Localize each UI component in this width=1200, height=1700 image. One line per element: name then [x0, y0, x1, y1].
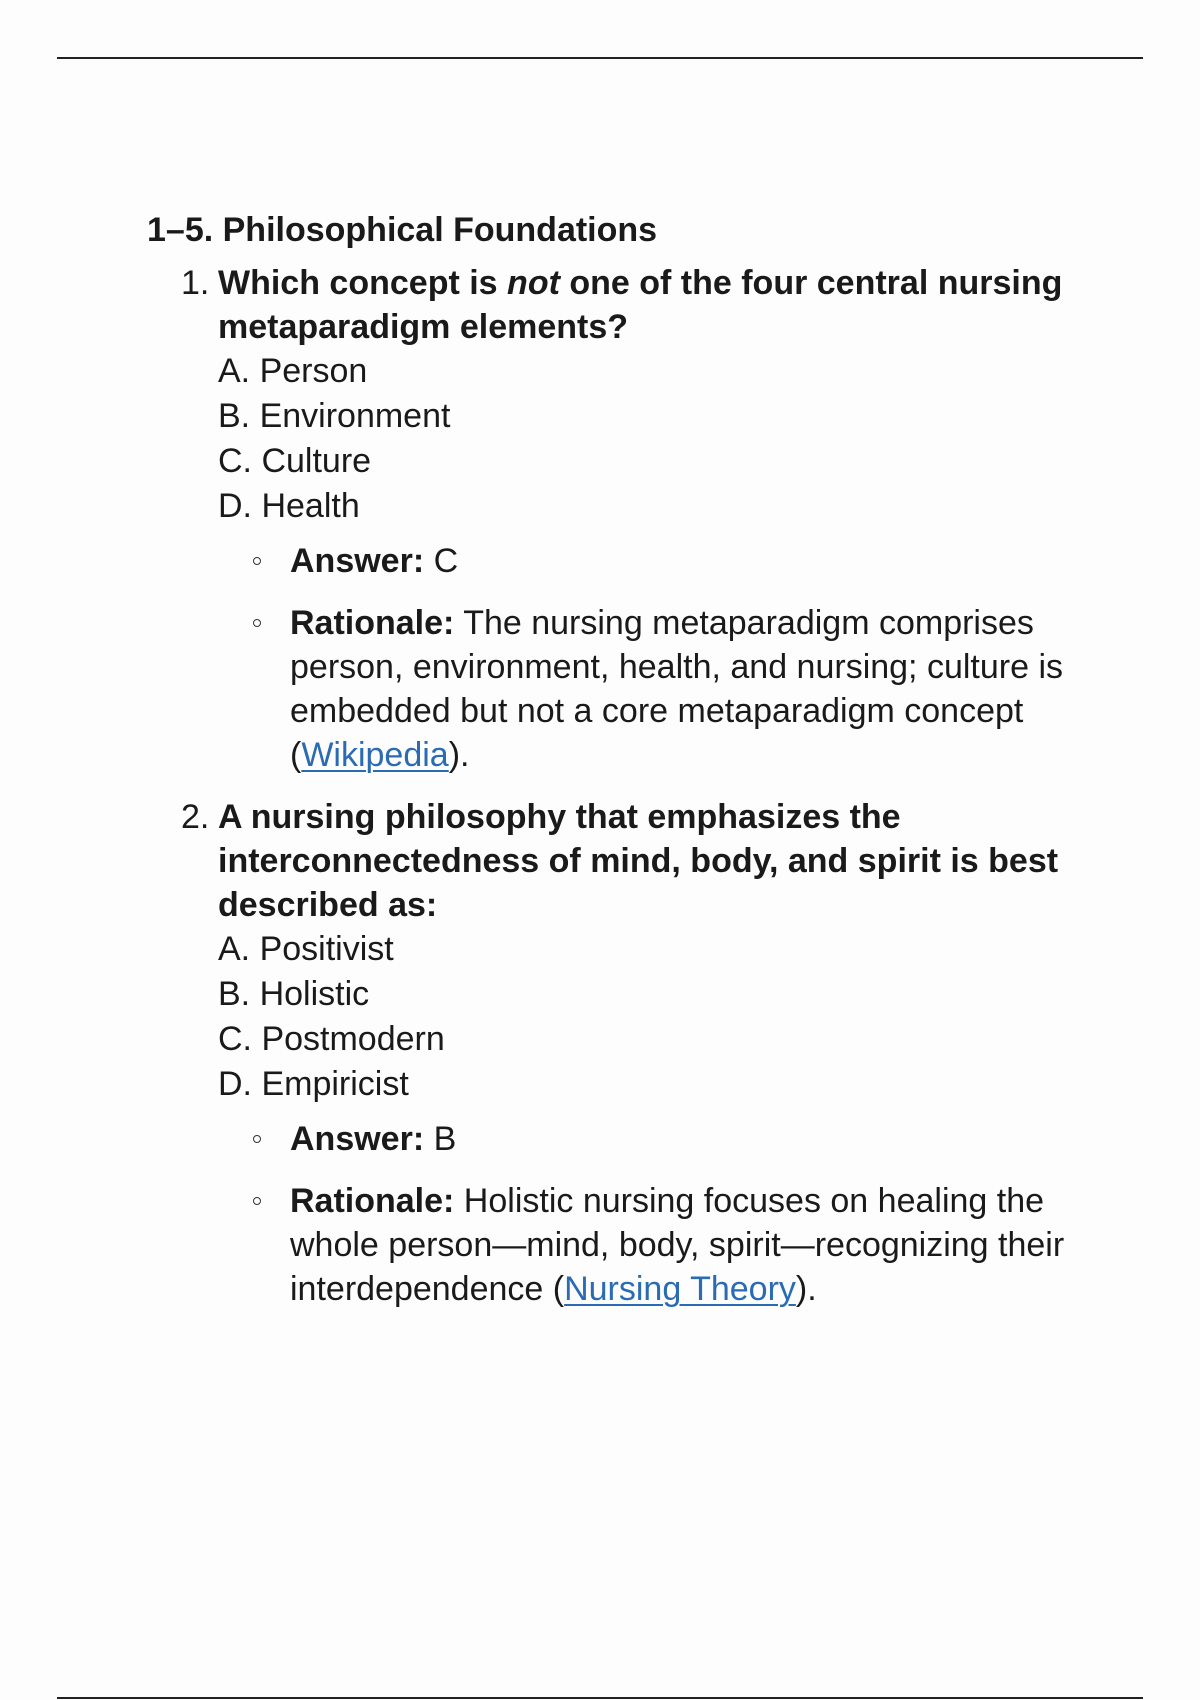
- option-a: A. Positivist: [218, 930, 394, 968]
- circle-bullet-icon: [253, 557, 261, 565]
- top-rule: [57, 57, 1143, 59]
- bottom-rule: [57, 1697, 1143, 1699]
- question-2: [147, 795, 1107, 1311]
- question-1: [147, 261, 1107, 777]
- answer-value: B: [424, 1120, 457, 1158]
- answer-item: [290, 539, 1107, 583]
- answer-details: [218, 539, 1107, 777]
- question-number: 2.: [181, 798, 210, 836]
- circle-bullet-icon: [253, 619, 261, 627]
- question-text: [218, 261, 1107, 349]
- section-heading: 1–5. Philosophical Foundations: [147, 211, 658, 249]
- answer-value: C: [424, 542, 459, 580]
- question-text-part: one of the four central nursing metaparadigm elements?: [218, 264, 1063, 346]
- answer-item: [290, 1117, 1107, 1161]
- rationale-end: ).: [448, 736, 470, 774]
- answer-details: [218, 1117, 1107, 1311]
- source-link[interactable]: Wikipedia: [301, 736, 449, 774]
- option-d: D. Health: [218, 487, 360, 525]
- rationale-item: [290, 1179, 1107, 1311]
- rationale-item: [290, 601, 1107, 777]
- source-link[interactable]: Nursing Theory: [564, 1270, 796, 1308]
- option-c: C. Culture: [218, 442, 372, 480]
- option-b: B. Environment: [218, 397, 451, 435]
- answer-options: [218, 927, 1107, 1107]
- option-a: A. Person: [218, 352, 368, 390]
- question-text-part: Which concept is: [218, 264, 508, 302]
- circle-bullet-icon: [253, 1197, 261, 1205]
- answer-label: Answer:: [290, 1120, 425, 1158]
- circle-bullet-icon: [253, 1135, 261, 1143]
- rationale-text: The nursing metaparadigm comprises person, environment, health, and nursing; culture is embedded but not a core metaparadigm concept (: [290, 604, 1064, 774]
- answer-options: [218, 349, 1107, 529]
- question-number: 1.: [181, 264, 210, 302]
- rationale-text: Holistic nursing focuses on healing the whole person—mind, body, spirit—recognizing their interdependence (: [290, 1182, 1065, 1308]
- rationale-label: Rationale:: [290, 604, 455, 642]
- option-d: D. Empiricist: [218, 1065, 409, 1103]
- question-text: A nursing philosophy that emphasizes the interconnectedness of mind, body, and spirit is best described as:: [218, 798, 1059, 924]
- rationale-end: ).: [795, 1270, 817, 1308]
- rationale-label: Rationale:: [290, 1182, 455, 1220]
- option-c: C. Postmodern: [218, 1020, 445, 1058]
- option-b: B. Holistic: [218, 975, 370, 1013]
- document-body: [147, 205, 1107, 1329]
- question-emphasis: not: [507, 264, 560, 302]
- answer-label: Answer:: [290, 542, 425, 580]
